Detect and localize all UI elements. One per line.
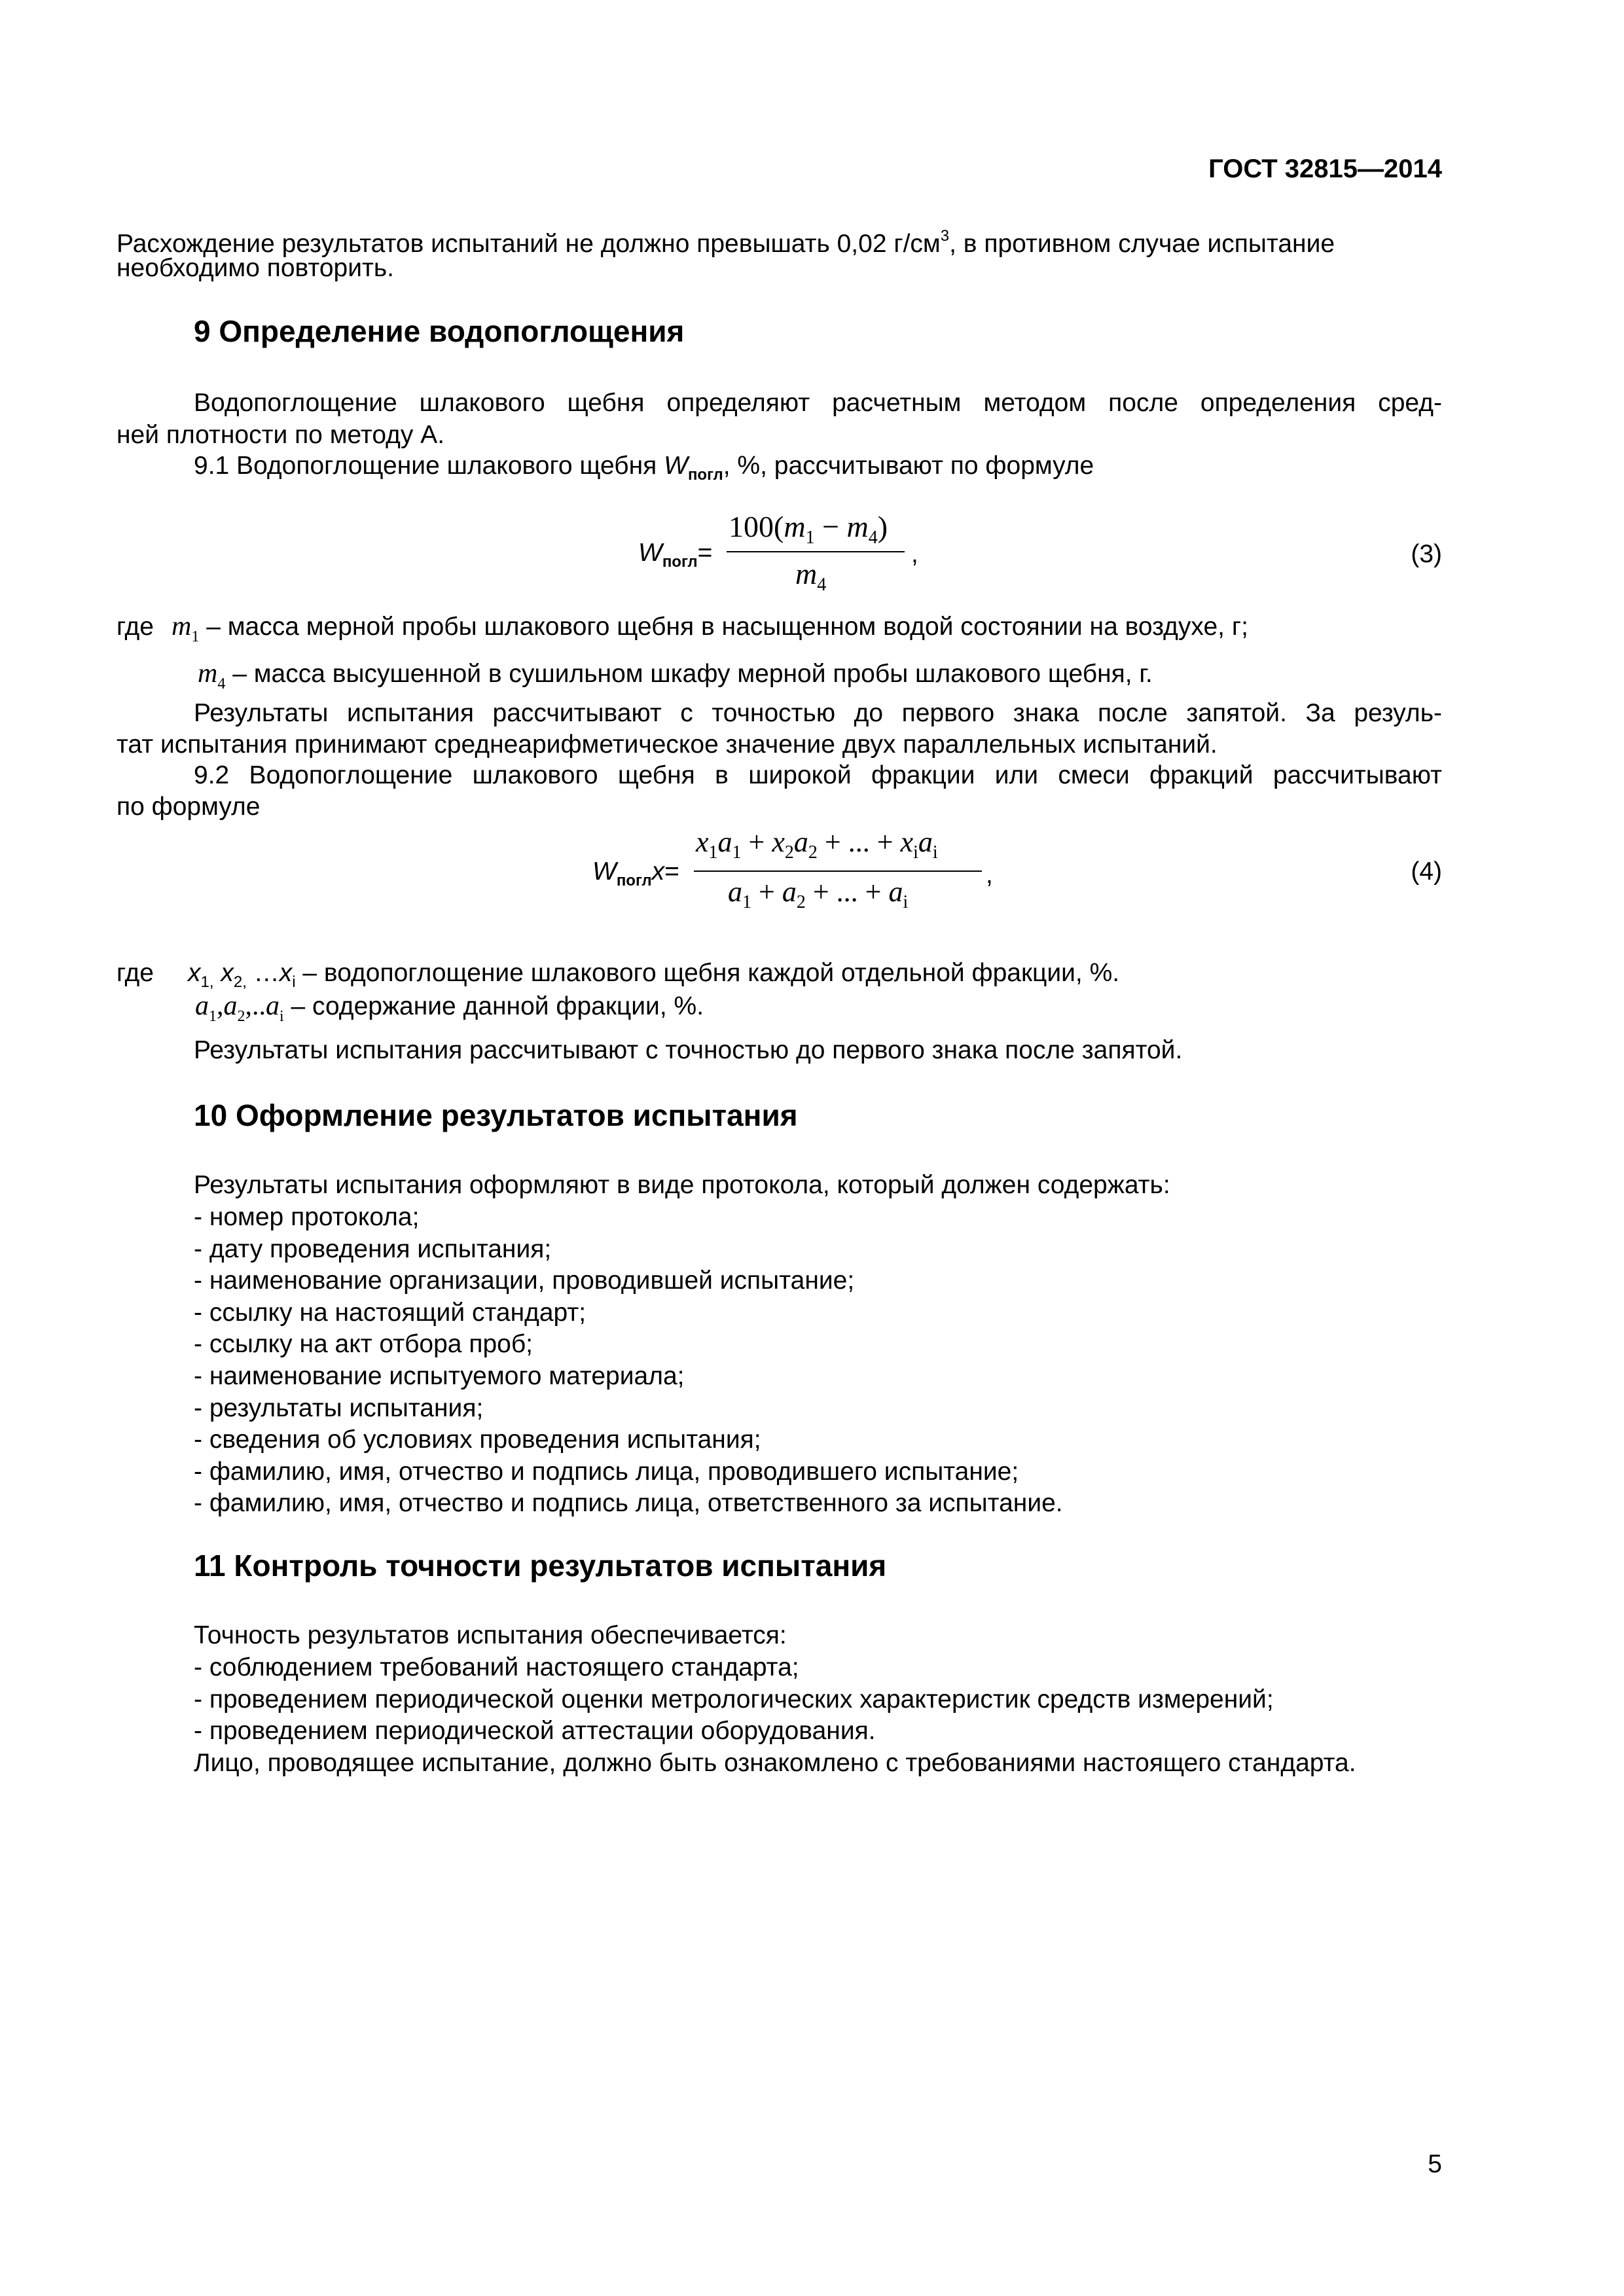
s10-list-item: - ссылку на настоящий стандарт;: [194, 1298, 586, 1327]
num-xi: x: [900, 826, 914, 858]
formula-3-den-m: m: [795, 557, 818, 590]
formula-3-lhs: [638, 537, 712, 578]
a1-sub: 1: [209, 1008, 217, 1025]
num-dots: ...: [848, 826, 870, 858]
den-plus-1: +: [751, 876, 782, 908]
x-dots: …: [246, 959, 280, 987]
intro-line-2: необходимо повторить.: [117, 254, 395, 282]
formula-3-m1-sub: 1: [805, 528, 815, 548]
m1-var: m: [171, 611, 192, 641]
s10-list-item: - номер протокола;: [194, 1203, 420, 1231]
den-a2: a: [782, 876, 797, 908]
xi-var: x: [279, 959, 293, 987]
formula-4-fraction-bar: [694, 870, 982, 872]
a-dots: ,..: [245, 991, 266, 1021]
s10-list-item: - сведения об условиях проведения испытания;: [194, 1426, 761, 1454]
s9-2-line-2: по формуле: [117, 793, 261, 821]
formula-3-num-close: ): [877, 510, 888, 543]
s10-list-item: - фамилию, имя, отчество и подпись лица, ответственного за испытание.: [194, 1489, 1063, 1518]
s10-list-item: - результаты испытания;: [194, 1393, 484, 1422]
xi-sub: i: [292, 973, 296, 991]
num-xi-sub: i: [913, 842, 918, 863]
den-a2-sub: 2: [796, 892, 806, 912]
formula-3-w-subscript: погл: [662, 553, 698, 571]
num-a1-sub: 1: [732, 842, 742, 863]
x1-var: x: [188, 959, 201, 987]
formula-4-number: (4): [1411, 857, 1442, 886]
ai-var: a: [266, 991, 280, 1021]
s11-list-item: - соблюдением требований настоящего стандарта;: [194, 1653, 799, 1681]
ai-sub: i: [280, 1008, 284, 1025]
s11-list-item: - проведением периодической аттестации оборудования.: [194, 1717, 876, 1746]
section-9-heading: 9 Определение водопоглощения: [194, 314, 685, 348]
m1-sub: 1: [191, 628, 200, 645]
xi-desc: – водопоглощение шлакового щебня каждой отдельной фракции, %.: [302, 959, 1120, 987]
m4-sub: 4: [217, 675, 226, 692]
num-x2: x: [772, 826, 785, 858]
x1-sub: 1,: [200, 973, 214, 991]
w-variable: W: [664, 452, 688, 480]
num-x1: x: [696, 826, 709, 858]
formula-3-m1: m: [784, 510, 806, 543]
s10-list-item: - наименование организации, проводившей испытание;: [194, 1266, 855, 1295]
s9-1-intro: [194, 450, 1094, 491]
intro-text-a: Расхождение результатов испытаний не должно превышать 0,02 г/см: [117, 230, 941, 258]
formula-3-denominator: [795, 558, 826, 601]
s11-list-item: - проведением периодической оценки метрологических характеристик средств измерений;: [194, 1685, 1274, 1713]
a1-var: a: [195, 991, 209, 1021]
s9-2-line-1: 9.2 Водопоглощение шлакового щебня в широкой фракции или смеси фракций рассчитывают: [194, 761, 1442, 789]
num-x2-sub: 2: [784, 842, 794, 863]
formula-4-numerator: [696, 826, 938, 869]
s10-list-item: - дату проведения испытания;: [194, 1234, 552, 1263]
formula-3-m4-sub: 4: [868, 528, 878, 548]
section-11-heading: 11 Контроль точности результатов испытания: [194, 1549, 887, 1583]
s9-paragraph-1-line-1: Водопоглощение шлакового щебня определяют расчетным методом после определения сред-: [194, 389, 1442, 417]
document-code: ГОСТ 32815—2014: [1208, 154, 1442, 183]
m1-desc: – масса мерной пробы шлакового щебня в насыщенном водой состоянии на воздухе, г;: [206, 613, 1248, 641]
formula-3-num-prefix: 100(: [729, 510, 784, 543]
s10-list-item: - наименование испытуемого материала;: [194, 1362, 685, 1390]
formula-3-comma: ,: [911, 540, 918, 568]
a-sep: ,: [217, 991, 224, 1021]
s11-intro: Точность результатов испытания обеспечивается:: [194, 1621, 787, 1649]
formula-3-equals: =: [697, 539, 713, 567]
intro-superscript: 3: [940, 227, 950, 245]
formula-3-numerator: [729, 511, 888, 554]
ai-desc: – содержание данной фракции, %.: [291, 992, 704, 1020]
x2-sub: 2,: [233, 973, 247, 991]
page-number: 5: [1428, 2150, 1442, 2178]
num-plus-3: +: [869, 826, 901, 858]
formula-4-x: x: [651, 857, 665, 886]
formula-4-equals: =: [664, 857, 679, 886]
formula-3-den-sub: 4: [817, 575, 827, 595]
den-a1: a: [728, 876, 742, 908]
formula-4-comma: ,: [986, 861, 993, 889]
num-ai-sub: i: [932, 842, 938, 863]
m4-var: m: [198, 658, 218, 689]
den-plus-3: +: [857, 876, 889, 908]
formula-3-minus: −: [814, 510, 847, 543]
x2-var: x: [221, 959, 234, 987]
where-m4: [198, 658, 1153, 700]
formula-4-w: W: [592, 857, 617, 886]
formula-3-number: (3): [1411, 540, 1442, 568]
den-a1-sub: 1: [742, 892, 751, 912]
s10-list-item: - фамилию, имя, отчество и подпись лица, проводившего испытание;: [194, 1457, 1019, 1486]
a2-sub: 2: [237, 1008, 245, 1025]
s11-closing: Лицо, проводящее испытание, должно быть ознакомлено с требованиями настоящего стандарта.: [194, 1748, 1356, 1777]
den-ai-sub: i: [903, 892, 909, 912]
s9-1-text-b: , %, рассчитывают по формуле: [723, 452, 1094, 480]
den-dots: ...: [836, 876, 858, 908]
formula-3-w: W: [638, 539, 662, 567]
formula-3-m4: m: [846, 510, 869, 543]
s9-paragraph-3-line-2: тат испытания принимают среднеарифметическое значение двух параллельных испытаний.: [117, 730, 1218, 759]
num-a1: a: [717, 826, 732, 858]
formula-3-fraction-bar: [727, 551, 905, 552]
s9-1-text-a: 9.1 Водопоглощение шлакового щебня: [194, 452, 664, 480]
num-a2: a: [793, 826, 808, 858]
num-plus-2: +: [817, 826, 848, 858]
num-plus-1: +: [741, 826, 772, 858]
num-x1-sub: 1: [708, 842, 718, 863]
where-label-1: где: [117, 613, 154, 641]
s9-paragraph-3-line-1: Результаты испытания рассчитывают с точностью до первого знака после запятой. За резуль-: [194, 699, 1442, 727]
where-m1: [171, 611, 1248, 653]
formula-4-w-subscript: погл: [616, 872, 652, 889]
s9-paragraph-5: Результаты испытания рассчитывают с точностью до первого знака после запятой.: [194, 1036, 1183, 1064]
where-ai: [195, 990, 704, 1033]
formula-4-lhs: [592, 855, 679, 897]
s10-list-item: - ссылку на акт отбора проб;: [194, 1330, 533, 1359]
den-plus-2: +: [805, 876, 837, 908]
w-subscript: погл: [687, 466, 723, 484]
s10-intro: Результаты испытания оформляют в виде протокола, который должен содержать:: [194, 1171, 1170, 1199]
s9-paragraph-1-line-2: ней плотности по методу А.: [117, 421, 445, 449]
a2-var: a: [223, 991, 238, 1021]
where-label-2: где: [117, 959, 154, 987]
num-ai: a: [918, 826, 933, 858]
m4-desc: – масса высушенной в сушильном шкафу мерной пробы шлакового щебня, г.: [232, 660, 1153, 688]
intro-text-b: , в противном случае испытание: [949, 230, 1335, 258]
formula-4-denominator: [728, 876, 908, 918]
den-ai: a: [888, 876, 903, 908]
num-a2-sub: 2: [808, 842, 818, 863]
section-10-heading: 10 Оформление результатов испытания: [194, 1098, 798, 1132]
